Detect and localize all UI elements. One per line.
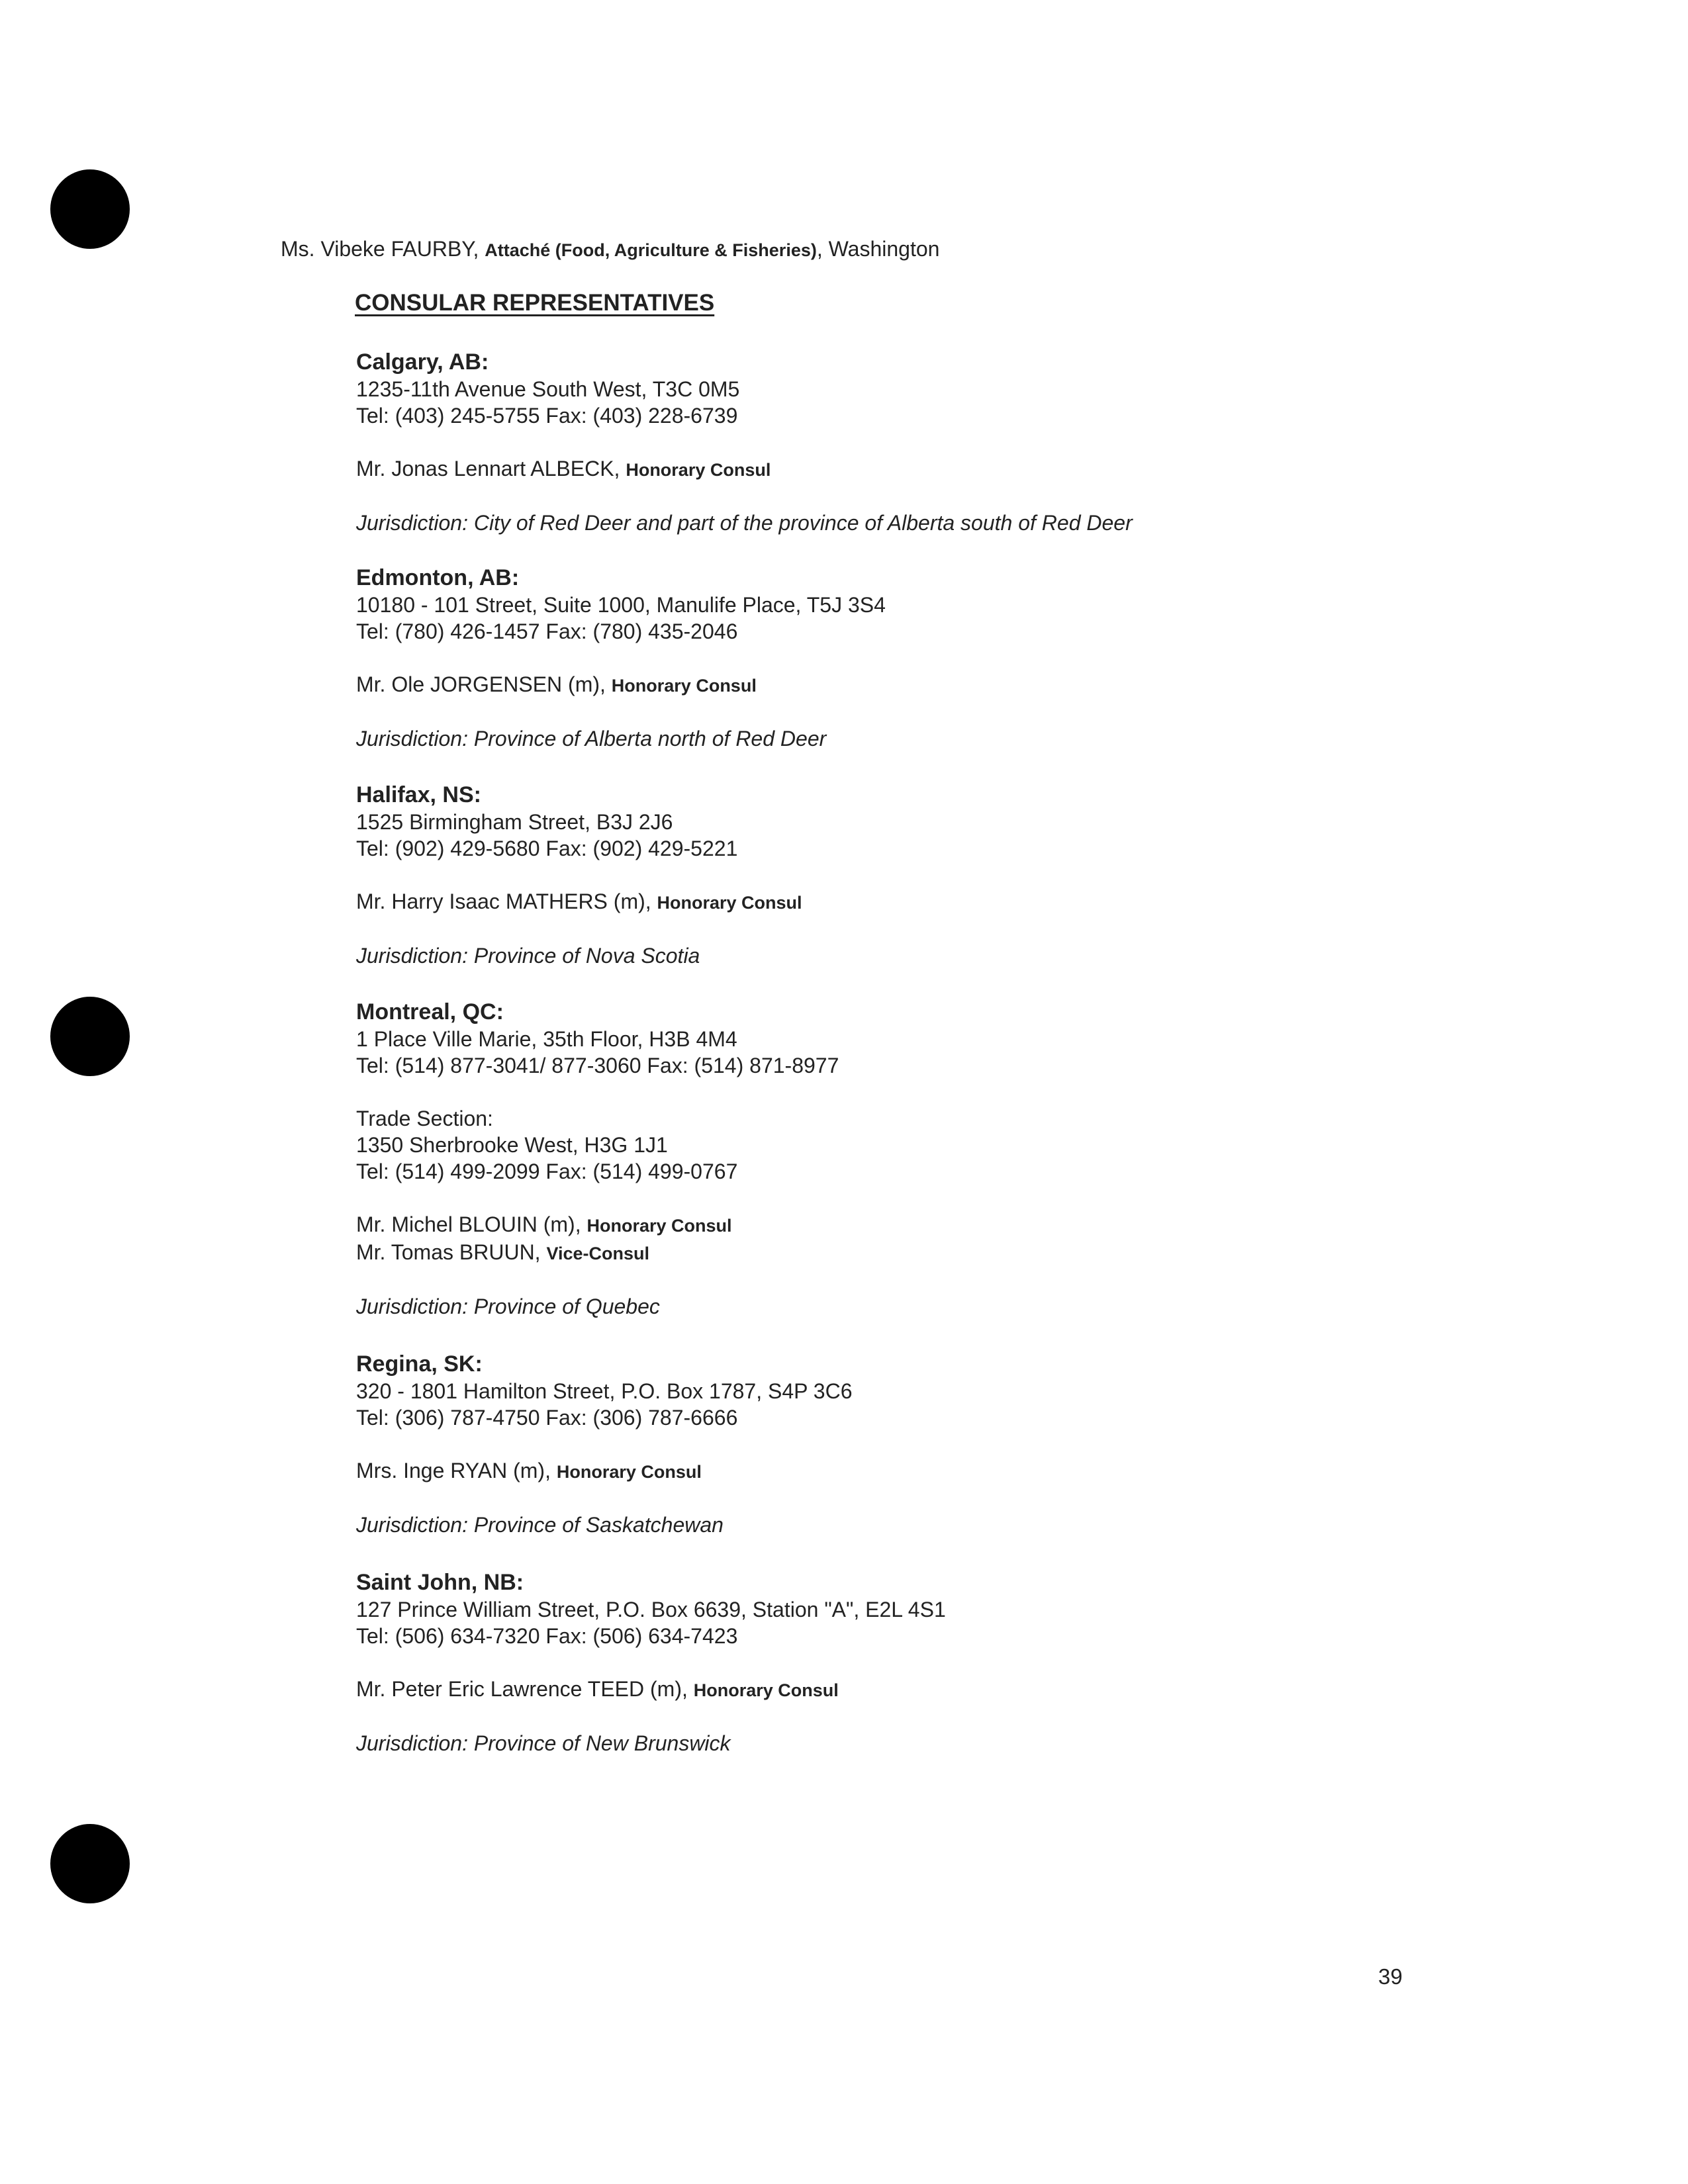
- officer-name: Mr. Harry Isaac MATHERS (m),: [356, 889, 651, 913]
- city-name: Halifax, NS:: [356, 782, 481, 807]
- phone-fax: Tel: (780) 426-1457 Fax: (780) 435-2046: [356, 619, 738, 643]
- jurisdiction: Jurisdiction: City of Red Deer and part of the province of Alberta south of Red Deer: [356, 511, 1133, 535]
- city-name: Calgary, AB:: [356, 349, 489, 375]
- officer: [356, 455, 1481, 483]
- officer-name: Mr. Michel BLOUIN (m),: [356, 1212, 581, 1236]
- officer: [356, 671, 1481, 699]
- officer-title: Honorary Consul: [626, 460, 771, 480]
- officer-title: Honorary Consul: [611, 676, 757, 696]
- officer-name: Mrs. Inge RYAN (m),: [356, 1459, 551, 1482]
- city-name: Regina, SK:: [356, 1351, 483, 1377]
- jurisdiction: Jurisdiction: Province of Quebec: [356, 1295, 660, 1318]
- consulate-montreal: [356, 998, 1481, 1320]
- address: 320 - 1801 Hamilton Street, P.O. Box 1787, S4P 3C6: [356, 1379, 853, 1403]
- officer-title: Honorary Consul: [556, 1462, 702, 1482]
- officer-title: Honorary Consul: [693, 1680, 839, 1700]
- phone-fax: Tel: (306) 787-4750 Fax: (306) 787-6666: [356, 1406, 738, 1430]
- consulate-regina: [356, 1350, 1481, 1538]
- trade-section-label: Trade Section:: [356, 1107, 493, 1130]
- phone-fax: Tel: (506) 634-7320 Fax: (506) 634-7423: [356, 1624, 738, 1648]
- attache-title: Attaché (Food, Agriculture & Fisheries): [485, 240, 817, 260]
- address: 1525 Birmingham Street, B3J 2J6: [356, 810, 673, 834]
- jurisdiction: Jurisdiction: Province of Saskatchewan: [356, 1513, 724, 1537]
- consulate-saint-john: [356, 1569, 1481, 1756]
- officer-name: Mr. Ole JORGENSEN (m),: [356, 672, 606, 696]
- jurisdiction: Jurisdiction: Province of New Brunswick: [356, 1731, 731, 1755]
- trade-address: 1350 Sherbrooke West, H3G 1J1: [356, 1133, 668, 1157]
- phone-fax: Tel: (902) 429-5680 Fax: (902) 429-5221: [356, 837, 738, 860]
- trade-phone-fax: Tel: (514) 499-2099 Fax: (514) 499-0767: [356, 1160, 738, 1183]
- jurisdiction: Jurisdiction: Province of Nova Scotia: [356, 944, 700, 968]
- phone-fax: Tel: (514) 877-3041/ 877-3060 Fax: (514) 871-8977: [356, 1054, 839, 1077]
- officer-name: Mr. Peter Eric Lawrence TEED (m),: [356, 1677, 688, 1701]
- jurisdiction: Jurisdiction: Province of Alberta north of Red Deer: [356, 727, 827, 751]
- officer-title: Honorary Consul: [657, 893, 802, 913]
- address: 10180 - 101 Street, Suite 1000, Manulife Place, T5J 3S4: [356, 593, 886, 617]
- officer-title: Honorary Consul: [586, 1216, 732, 1236]
- officer: [356, 1676, 1481, 1704]
- officer: [356, 1239, 1481, 1267]
- address: 127 Prince William Street, P.O. Box 6639, Station "A", E2L 4S1: [356, 1598, 946, 1621]
- officer: [356, 1211, 1481, 1239]
- consulate-edmonton: [356, 564, 1481, 752]
- address: 1235-11th Avenue South West, T3C 0M5: [356, 377, 740, 401]
- attache-name: Ms. Vibeke FAURBY,: [281, 237, 479, 261]
- punch-hole: [50, 1824, 130, 1903]
- officer: [356, 888, 1481, 916]
- officer-name: Mr. Tomas BRUUN,: [356, 1240, 541, 1264]
- city-name: Saint John, NB:: [356, 1570, 524, 1595]
- address: 1 Place Ville Marie, 35th Floor, H3B 4M4: [356, 1027, 737, 1051]
- city-name: Montreal, QC:: [356, 999, 504, 1024]
- officer-name: Mr. Jonas Lennart ALBECK,: [356, 457, 620, 480]
- phone-fax: Tel: (403) 245-5755 Fax: (403) 228-6739: [356, 404, 738, 428]
- section-heading: CONSULAR REPRESENTATIVES: [355, 290, 715, 316]
- attache-line: [281, 236, 939, 263]
- consulate-halifax: [356, 781, 1481, 969]
- officer-title: Vice-Consul: [546, 1244, 649, 1263]
- consulate-calgary: [356, 348, 1481, 536]
- punch-hole: [50, 169, 130, 249]
- city-name: Edmonton, AB:: [356, 565, 520, 590]
- officer: [356, 1457, 1481, 1485]
- page-number: 39: [1378, 1964, 1403, 1989]
- punch-hole: [50, 997, 130, 1076]
- attache-location: , Washington: [816, 237, 940, 261]
